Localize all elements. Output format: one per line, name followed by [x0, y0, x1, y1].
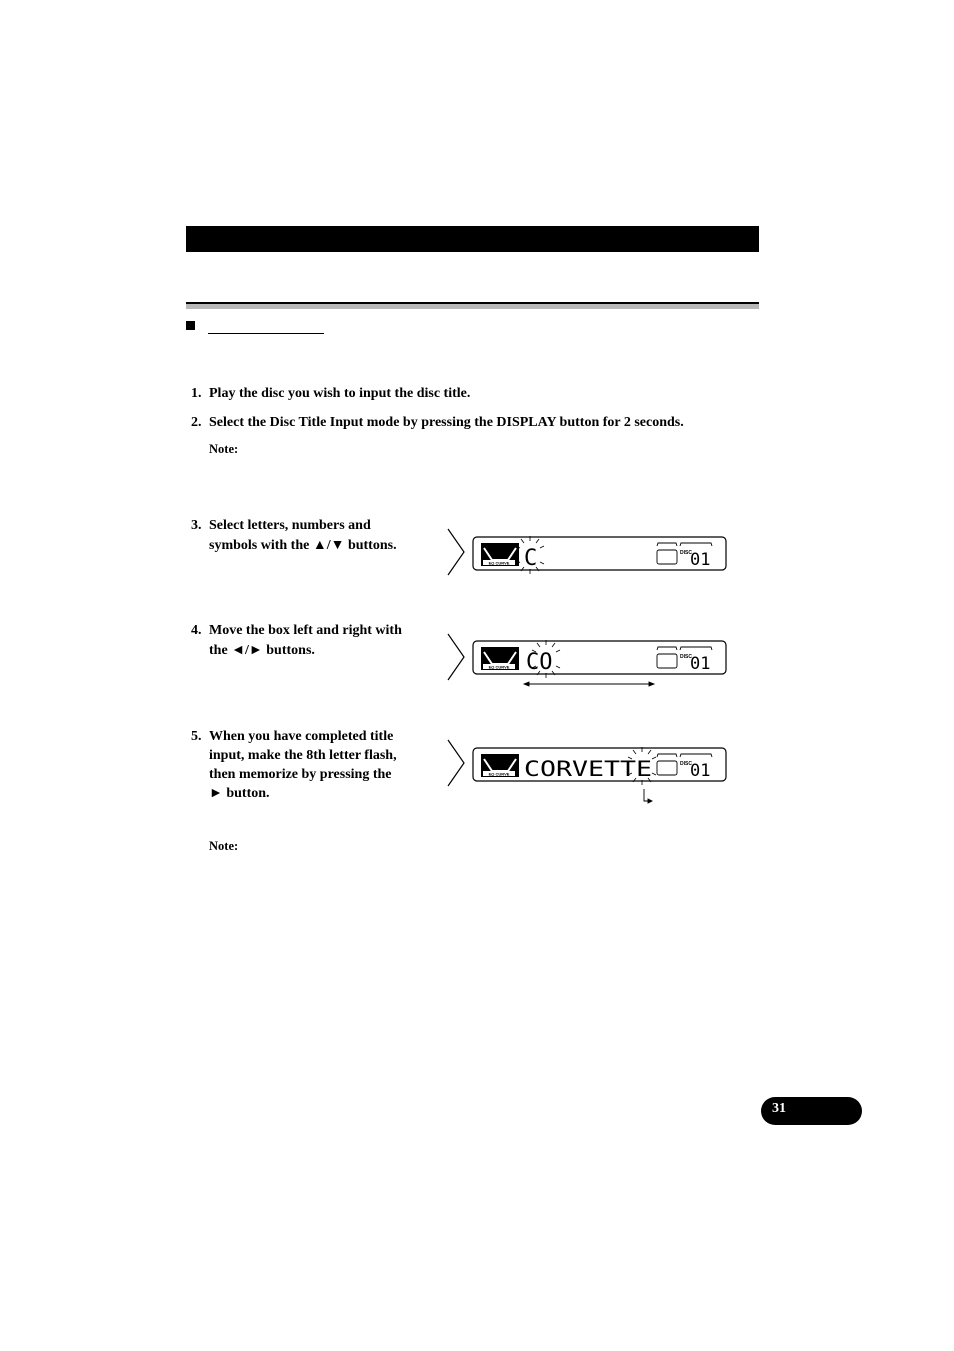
disc-label: DISC — [680, 654, 692, 660]
lcd-display-step3 — [472, 534, 734, 584]
eq-curve-label: EQ CURVE — [488, 771, 510, 777]
chevron-right-icon — [447, 528, 465, 576]
note-label: Note: — [209, 839, 239, 853]
eq-curve-label: EQ CURVE — [488, 560, 510, 566]
lcd-title-text: CO — [526, 650, 553, 675]
disc-label: DISC — [680, 761, 692, 767]
lcd-title-text: C — [524, 546, 538, 571]
corner-arrow-icon — [644, 789, 652, 803]
heading-underline — [208, 333, 324, 334]
step-4: 4. Move the box left and right with the ◄/► buttons. — [191, 623, 402, 658]
step-2: 2. Select the Disc Title Input mode by pressing the DISPLAY button for 2 seconds. — [191, 415, 684, 430]
section-header-bar — [186, 226, 759, 252]
chevron-right-icon — [447, 633, 465, 681]
lcd-display-step5 — [472, 745, 734, 805]
disc-label: DISC — [680, 550, 692, 556]
square-bullet-icon — [186, 321, 195, 330]
lcd-title-text: CORVETTE — [524, 757, 652, 781]
disc-number: 01 — [690, 761, 711, 781]
eq-curve-label: EQ CURVE — [488, 664, 510, 670]
page-number: 31 — [772, 1101, 786, 1116]
disc-number: 01 — [690, 654, 711, 674]
note-label: Note: — [209, 442, 239, 456]
double-arrow-icon — [524, 682, 654, 686]
chevron-right-icon — [447, 739, 465, 787]
step-1: 1. Play the disc you wish to input the disc title. — [191, 386, 471, 401]
disc-number: 01 — [690, 550, 711, 570]
lcd-display-step4 — [472, 638, 734, 688]
subsection-rule-shade — [186, 304, 759, 309]
step-5: 5. When you have completed title input, make the 8th letter flash, then memorize by pressing the ► button. — [191, 729, 397, 801]
step-3: 3. Select letters, numbers and symbols with the ▲/▼ buttons. — [191, 518, 397, 553]
